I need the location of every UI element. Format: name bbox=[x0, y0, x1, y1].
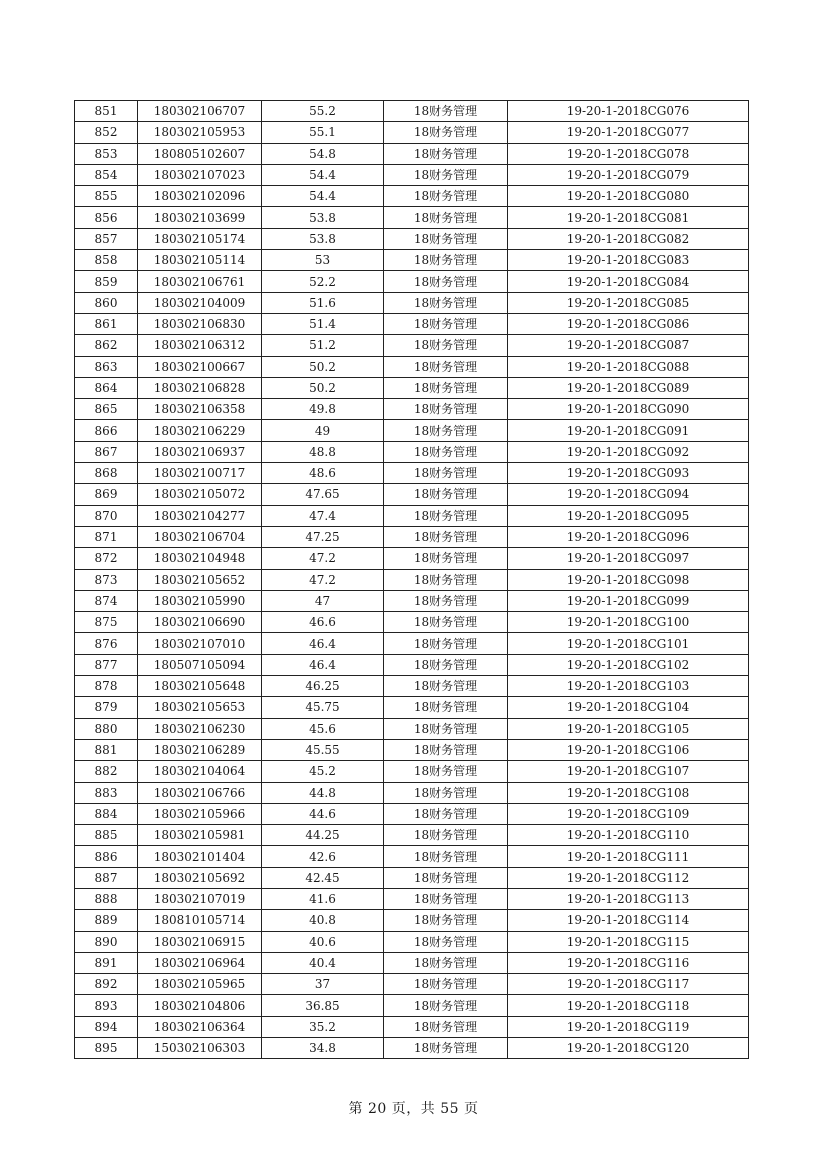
student-id-cell: 180302104806 bbox=[138, 995, 262, 1016]
row-index-cell: 895 bbox=[75, 1038, 138, 1059]
table-row bbox=[75, 122, 749, 143]
record-code-cell: 19-20-1-2018CG088 bbox=[508, 356, 749, 377]
score-cell: 52.2 bbox=[262, 271, 384, 292]
record-code-cell: 19-20-1-2018CG085 bbox=[508, 292, 749, 313]
table-row bbox=[75, 1016, 749, 1037]
row-index-cell: 868 bbox=[75, 463, 138, 484]
page-footer: 第 20 页，共 55 页 bbox=[348, 1101, 479, 1117]
student-id-cell: 180302105981 bbox=[138, 825, 262, 846]
record-code-cell: 19-20-1-2018CG105 bbox=[508, 718, 749, 739]
table-row bbox=[75, 441, 749, 462]
class-name-cell: 18财务管理 bbox=[384, 803, 508, 824]
class-name-cell: 18财务管理 bbox=[384, 441, 508, 462]
row-index-cell: 890 bbox=[75, 931, 138, 952]
row-index-cell: 894 bbox=[75, 1016, 138, 1037]
record-code-cell: 19-20-1-2018CG104 bbox=[508, 697, 749, 718]
table-row bbox=[75, 654, 749, 675]
row-index-cell: 886 bbox=[75, 846, 138, 867]
student-id-cell: 180302106704 bbox=[138, 526, 262, 547]
score-cell: 50.2 bbox=[262, 356, 384, 377]
class-name-cell: 18财务管理 bbox=[384, 292, 508, 313]
row-index-cell: 879 bbox=[75, 697, 138, 718]
student-id-cell: 180302105966 bbox=[138, 803, 262, 824]
student-id-cell: 180302105653 bbox=[138, 697, 262, 718]
row-index-cell: 878 bbox=[75, 676, 138, 697]
student-id-cell: 180302104277 bbox=[138, 505, 262, 526]
table-row bbox=[75, 271, 749, 292]
record-code-cell: 19-20-1-2018CG118 bbox=[508, 995, 749, 1016]
class-name-cell: 18财务管理 bbox=[384, 697, 508, 718]
student-id-cell: 180302107010 bbox=[138, 633, 262, 654]
student-id-cell: 180302105965 bbox=[138, 974, 262, 995]
class-name-cell: 18财务管理 bbox=[384, 207, 508, 228]
table-row bbox=[75, 207, 749, 228]
class-name-cell: 18财务管理 bbox=[384, 101, 508, 122]
record-code-cell: 19-20-1-2018CG111 bbox=[508, 846, 749, 867]
record-code-cell: 19-20-1-2018CG089 bbox=[508, 377, 749, 398]
class-name-cell: 18财务管理 bbox=[384, 228, 508, 249]
record-code-cell: 19-20-1-2018CG086 bbox=[508, 313, 749, 334]
row-index-cell: 872 bbox=[75, 548, 138, 569]
student-id-cell: 180302104948 bbox=[138, 548, 262, 569]
record-code-cell: 19-20-1-2018CG094 bbox=[508, 484, 749, 505]
class-name-cell: 18财务管理 bbox=[384, 612, 508, 633]
table-row bbox=[75, 484, 749, 505]
row-index-cell: 874 bbox=[75, 590, 138, 611]
student-id-cell: 180302103699 bbox=[138, 207, 262, 228]
row-index-cell: 888 bbox=[75, 888, 138, 909]
table-row bbox=[75, 676, 749, 697]
score-cell: 50.2 bbox=[262, 377, 384, 398]
student-id-cell: 150302106303 bbox=[138, 1038, 262, 1059]
table-row bbox=[75, 739, 749, 760]
student-id-cell: 180302104064 bbox=[138, 761, 262, 782]
class-name-cell: 18财务管理 bbox=[384, 867, 508, 888]
record-code-cell: 19-20-1-2018CG100 bbox=[508, 612, 749, 633]
row-index-cell: 885 bbox=[75, 825, 138, 846]
score-cell: 35.2 bbox=[262, 1016, 384, 1037]
row-index-cell: 851 bbox=[75, 101, 138, 122]
score-cell: 48.6 bbox=[262, 463, 384, 484]
score-cell: 45.6 bbox=[262, 718, 384, 739]
score-cell: 47.2 bbox=[262, 548, 384, 569]
score-cell: 40.6 bbox=[262, 931, 384, 952]
student-id-cell: 180302106761 bbox=[138, 271, 262, 292]
student-id-cell: 180302106915 bbox=[138, 931, 262, 952]
class-name-cell: 18财务管理 bbox=[384, 846, 508, 867]
class-name-cell: 18财务管理 bbox=[384, 548, 508, 569]
class-name-cell: 18财务管理 bbox=[384, 377, 508, 398]
class-name-cell: 18财务管理 bbox=[384, 420, 508, 441]
row-index-cell: 887 bbox=[75, 867, 138, 888]
table-row bbox=[75, 590, 749, 611]
record-code-cell: 19-20-1-2018CG078 bbox=[508, 143, 749, 164]
record-code-cell: 19-20-1-2018CG079 bbox=[508, 164, 749, 185]
row-index-cell: 867 bbox=[75, 441, 138, 462]
score-cell: 46.4 bbox=[262, 654, 384, 675]
class-name-cell: 18财务管理 bbox=[384, 952, 508, 973]
record-code-cell: 19-20-1-2018CG083 bbox=[508, 250, 749, 271]
record-code-cell: 19-20-1-2018CG093 bbox=[508, 463, 749, 484]
row-index-cell: 876 bbox=[75, 633, 138, 654]
student-id-cell: 180302107023 bbox=[138, 164, 262, 185]
student-id-cell: 180302105652 bbox=[138, 569, 262, 590]
student-id-cell: 180302101404 bbox=[138, 846, 262, 867]
score-cell: 46.6 bbox=[262, 612, 384, 633]
score-cell: 42.6 bbox=[262, 846, 384, 867]
class-name-cell: 18财务管理 bbox=[384, 122, 508, 143]
table-row bbox=[75, 420, 749, 441]
score-cell: 40.8 bbox=[262, 910, 384, 931]
row-index-cell: 881 bbox=[75, 739, 138, 760]
class-name-cell: 18财务管理 bbox=[384, 143, 508, 164]
student-id-cell: 180302106312 bbox=[138, 335, 262, 356]
score-cell: 44.6 bbox=[262, 803, 384, 824]
student-id-cell: 180302106766 bbox=[138, 782, 262, 803]
row-index-cell: 863 bbox=[75, 356, 138, 377]
record-code-cell: 19-20-1-2018CG117 bbox=[508, 974, 749, 995]
record-code-cell: 19-20-1-2018CG096 bbox=[508, 526, 749, 547]
table-row bbox=[75, 888, 749, 909]
class-name-cell: 18财务管理 bbox=[384, 463, 508, 484]
class-name-cell: 18财务管理 bbox=[384, 974, 508, 995]
row-index-cell: 873 bbox=[75, 569, 138, 590]
student-id-cell: 180805102607 bbox=[138, 143, 262, 164]
row-index-cell: 889 bbox=[75, 910, 138, 931]
score-cell: 51.4 bbox=[262, 313, 384, 334]
table-row bbox=[75, 803, 749, 824]
record-code-cell: 19-20-1-2018CG082 bbox=[508, 228, 749, 249]
student-id-cell: 180302105953 bbox=[138, 122, 262, 143]
table-row bbox=[75, 548, 749, 569]
row-index-cell: 859 bbox=[75, 271, 138, 292]
record-code-cell: 19-20-1-2018CG108 bbox=[508, 782, 749, 803]
table-row bbox=[75, 952, 749, 973]
student-id-cell: 180302106230 bbox=[138, 718, 262, 739]
class-name-cell: 18财务管理 bbox=[384, 356, 508, 377]
record-code-cell: 19-20-1-2018CG098 bbox=[508, 569, 749, 590]
score-cell: 44.8 bbox=[262, 782, 384, 803]
record-code-cell: 19-20-1-2018CG114 bbox=[508, 910, 749, 931]
class-name-cell: 18财务管理 bbox=[384, 569, 508, 590]
row-index-cell: 877 bbox=[75, 654, 138, 675]
row-index-cell: 893 bbox=[75, 995, 138, 1016]
record-code-cell: 19-20-1-2018CG084 bbox=[508, 271, 749, 292]
class-name-cell: 18财务管理 bbox=[384, 654, 508, 675]
student-id-cell: 180302105072 bbox=[138, 484, 262, 505]
score-cell: 53 bbox=[262, 250, 384, 271]
class-name-cell: 18财务管理 bbox=[384, 910, 508, 931]
table-row bbox=[75, 761, 749, 782]
record-code-cell: 19-20-1-2018CG101 bbox=[508, 633, 749, 654]
record-code-cell: 19-20-1-2018CG106 bbox=[508, 739, 749, 760]
student-id-cell: 180302106364 bbox=[138, 1016, 262, 1037]
record-code-cell: 19-20-1-2018CG077 bbox=[508, 122, 749, 143]
table-row bbox=[75, 356, 749, 377]
row-index-cell: 856 bbox=[75, 207, 138, 228]
score-cell: 45.2 bbox=[262, 761, 384, 782]
record-code-cell: 19-20-1-2018CG091 bbox=[508, 420, 749, 441]
table-row bbox=[75, 825, 749, 846]
student-id-cell: 180302106289 bbox=[138, 739, 262, 760]
row-index-cell: 861 bbox=[75, 313, 138, 334]
row-index-cell: 857 bbox=[75, 228, 138, 249]
score-cell: 34.8 bbox=[262, 1038, 384, 1059]
table-row bbox=[75, 910, 749, 931]
class-name-cell: 18财务管理 bbox=[384, 335, 508, 356]
score-cell: 49.8 bbox=[262, 399, 384, 420]
record-code-cell: 19-20-1-2018CG109 bbox=[508, 803, 749, 824]
record-code-cell: 19-20-1-2018CG102 bbox=[508, 654, 749, 675]
class-name-cell: 18财务管理 bbox=[384, 271, 508, 292]
row-index-cell: 869 bbox=[75, 484, 138, 505]
class-name-cell: 18财务管理 bbox=[384, 1038, 508, 1059]
row-index-cell: 870 bbox=[75, 505, 138, 526]
table-row bbox=[75, 1038, 749, 1059]
class-name-cell: 18财务管理 bbox=[384, 825, 508, 846]
student-id-cell: 180507105094 bbox=[138, 654, 262, 675]
record-code-cell: 19-20-1-2018CG103 bbox=[508, 676, 749, 697]
row-index-cell: 882 bbox=[75, 761, 138, 782]
score-cell: 46.4 bbox=[262, 633, 384, 654]
table-row bbox=[75, 399, 749, 420]
record-code-cell: 19-20-1-2018CG097 bbox=[508, 548, 749, 569]
table-row bbox=[75, 505, 749, 526]
table-row bbox=[75, 164, 749, 185]
class-name-cell: 18财务管理 bbox=[384, 931, 508, 952]
results-table bbox=[74, 100, 749, 1059]
table-row bbox=[75, 335, 749, 356]
student-id-cell: 180302106707 bbox=[138, 101, 262, 122]
table-row bbox=[75, 995, 749, 1016]
table-row bbox=[75, 931, 749, 952]
student-id-cell: 180302106828 bbox=[138, 377, 262, 398]
class-name-cell: 18财务管理 bbox=[384, 782, 508, 803]
table-row bbox=[75, 867, 749, 888]
score-cell: 54.8 bbox=[262, 143, 384, 164]
row-index-cell: 880 bbox=[75, 718, 138, 739]
table-row bbox=[75, 292, 749, 313]
class-name-cell: 18财务管理 bbox=[384, 250, 508, 271]
table-row bbox=[75, 463, 749, 484]
student-id-cell: 180302105692 bbox=[138, 867, 262, 888]
score-cell: 37 bbox=[262, 974, 384, 995]
class-name-cell: 18财务管理 bbox=[384, 164, 508, 185]
score-cell: 45.55 bbox=[262, 739, 384, 760]
record-code-cell: 19-20-1-2018CG092 bbox=[508, 441, 749, 462]
score-cell: 47.25 bbox=[262, 526, 384, 547]
class-name-cell: 18财务管理 bbox=[384, 739, 508, 760]
table-row bbox=[75, 612, 749, 633]
row-index-cell: 864 bbox=[75, 377, 138, 398]
student-id-cell: 180302102096 bbox=[138, 186, 262, 207]
student-id-cell: 180302106964 bbox=[138, 952, 262, 973]
record-code-cell: 19-20-1-2018CG113 bbox=[508, 888, 749, 909]
row-index-cell: 871 bbox=[75, 526, 138, 547]
class-name-cell: 18财务管理 bbox=[384, 186, 508, 207]
class-name-cell: 18财务管理 bbox=[384, 633, 508, 654]
row-index-cell: 865 bbox=[75, 399, 138, 420]
record-code-cell: 19-20-1-2018CG090 bbox=[508, 399, 749, 420]
table-row bbox=[75, 101, 749, 122]
score-cell: 51.2 bbox=[262, 335, 384, 356]
record-code-cell: 19-20-1-2018CG110 bbox=[508, 825, 749, 846]
table-row bbox=[75, 569, 749, 590]
score-cell: 49 bbox=[262, 420, 384, 441]
row-index-cell: 884 bbox=[75, 803, 138, 824]
student-id-cell: 180302106830 bbox=[138, 313, 262, 334]
student-id-cell: 180302105114 bbox=[138, 250, 262, 271]
row-index-cell: 883 bbox=[75, 782, 138, 803]
class-name-cell: 18财务管理 bbox=[384, 526, 508, 547]
row-index-cell: 858 bbox=[75, 250, 138, 271]
student-id-cell: 180302106229 bbox=[138, 420, 262, 441]
row-index-cell: 854 bbox=[75, 164, 138, 185]
class-name-cell: 18财务管理 bbox=[384, 590, 508, 611]
table-row bbox=[75, 250, 749, 271]
class-name-cell: 18财务管理 bbox=[384, 761, 508, 782]
table-row bbox=[75, 846, 749, 867]
score-cell: 41.6 bbox=[262, 888, 384, 909]
class-name-cell: 18财务管理 bbox=[384, 399, 508, 420]
record-code-cell: 19-20-1-2018CG080 bbox=[508, 186, 749, 207]
student-id-cell: 180810105714 bbox=[138, 910, 262, 931]
table-row bbox=[75, 143, 749, 164]
table-row bbox=[75, 633, 749, 654]
table-row bbox=[75, 697, 749, 718]
table-row bbox=[75, 186, 749, 207]
score-cell: 47.4 bbox=[262, 505, 384, 526]
student-id-cell: 180302100667 bbox=[138, 356, 262, 377]
record-code-cell: 19-20-1-2018CG107 bbox=[508, 761, 749, 782]
score-cell: 55.1 bbox=[262, 122, 384, 143]
table-row bbox=[75, 782, 749, 803]
class-name-cell: 18财务管理 bbox=[384, 995, 508, 1016]
class-name-cell: 18财务管理 bbox=[384, 313, 508, 334]
record-code-cell: 19-20-1-2018CG087 bbox=[508, 335, 749, 356]
student-id-cell: 180302106690 bbox=[138, 612, 262, 633]
table-row bbox=[75, 718, 749, 739]
student-id-cell: 180302100717 bbox=[138, 463, 262, 484]
results-table-body bbox=[75, 101, 749, 1059]
student-id-cell: 180302105648 bbox=[138, 676, 262, 697]
record-code-cell: 19-20-1-2018CG119 bbox=[508, 1016, 749, 1037]
row-index-cell: 862 bbox=[75, 335, 138, 356]
record-code-cell: 19-20-1-2018CG116 bbox=[508, 952, 749, 973]
student-id-cell: 180302106937 bbox=[138, 441, 262, 462]
record-code-cell: 19-20-1-2018CG120 bbox=[508, 1038, 749, 1059]
table-row bbox=[75, 228, 749, 249]
row-index-cell: 852 bbox=[75, 122, 138, 143]
table-row bbox=[75, 526, 749, 547]
score-cell: 54.4 bbox=[262, 186, 384, 207]
table-row bbox=[75, 974, 749, 995]
record-code-cell: 19-20-1-2018CG076 bbox=[508, 101, 749, 122]
score-cell: 40.4 bbox=[262, 952, 384, 973]
score-cell: 46.25 bbox=[262, 676, 384, 697]
score-cell: 36.85 bbox=[262, 995, 384, 1016]
score-cell: 47.65 bbox=[262, 484, 384, 505]
student-id-cell: 180302107019 bbox=[138, 888, 262, 909]
row-index-cell: 875 bbox=[75, 612, 138, 633]
score-cell: 51.6 bbox=[262, 292, 384, 313]
student-id-cell: 180302105990 bbox=[138, 590, 262, 611]
record-code-cell: 19-20-1-2018CG112 bbox=[508, 867, 749, 888]
class-name-cell: 18财务管理 bbox=[384, 718, 508, 739]
score-cell: 48.8 bbox=[262, 441, 384, 462]
student-id-cell: 180302104009 bbox=[138, 292, 262, 313]
row-index-cell: 866 bbox=[75, 420, 138, 441]
table-row bbox=[75, 377, 749, 398]
student-id-cell: 180302105174 bbox=[138, 228, 262, 249]
class-name-cell: 18财务管理 bbox=[384, 505, 508, 526]
score-cell: 42.45 bbox=[262, 867, 384, 888]
class-name-cell: 18财务管理 bbox=[384, 484, 508, 505]
record-code-cell: 19-20-1-2018CG099 bbox=[508, 590, 749, 611]
record-code-cell: 19-20-1-2018CG115 bbox=[508, 931, 749, 952]
score-cell: 53.8 bbox=[262, 228, 384, 249]
record-code-cell: 19-20-1-2018CG081 bbox=[508, 207, 749, 228]
record-code-cell: 19-20-1-2018CG095 bbox=[508, 505, 749, 526]
row-index-cell: 853 bbox=[75, 143, 138, 164]
row-index-cell: 891 bbox=[75, 952, 138, 973]
score-cell: 44.25 bbox=[262, 825, 384, 846]
score-cell: 47 bbox=[262, 590, 384, 611]
student-id-cell: 180302106358 bbox=[138, 399, 262, 420]
row-index-cell: 860 bbox=[75, 292, 138, 313]
score-cell: 45.75 bbox=[262, 697, 384, 718]
row-index-cell: 855 bbox=[75, 186, 138, 207]
score-cell: 47.2 bbox=[262, 569, 384, 590]
class-name-cell: 18财务管理 bbox=[384, 888, 508, 909]
class-name-cell: 18财务管理 bbox=[384, 1016, 508, 1037]
table-row bbox=[75, 313, 749, 334]
score-cell: 54.4 bbox=[262, 164, 384, 185]
score-cell: 55.2 bbox=[262, 101, 384, 122]
class-name-cell: 18财务管理 bbox=[384, 676, 508, 697]
row-index-cell: 892 bbox=[75, 974, 138, 995]
score-cell: 53.8 bbox=[262, 207, 384, 228]
